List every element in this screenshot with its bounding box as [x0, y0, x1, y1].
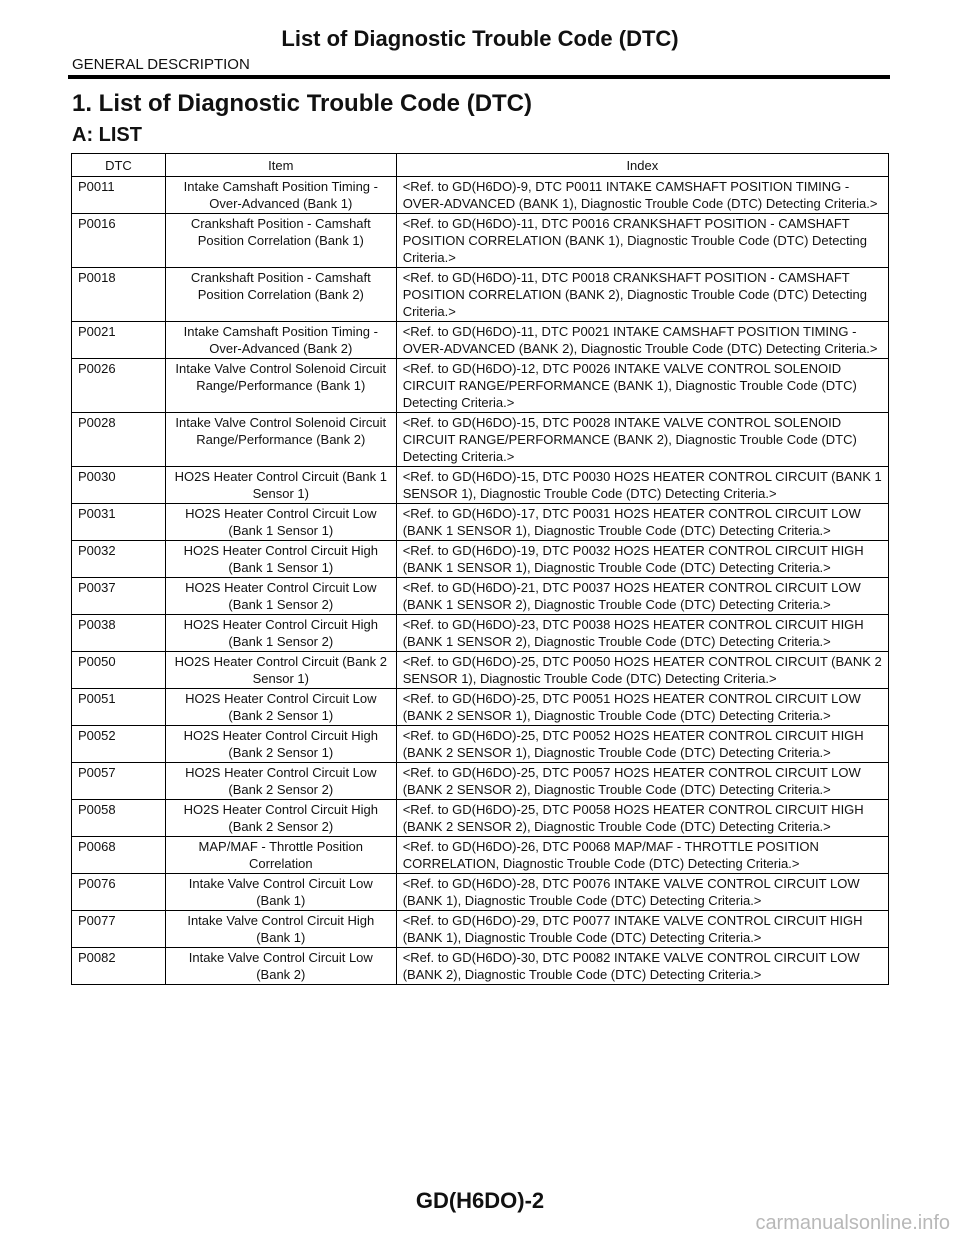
table-row	[72, 504, 889, 541]
index-cell: <Ref. to GD(H6DO)-11, DTC P0018 CRANKSHAFT POSITION - CAMSHAFT POSITION CORRELATION (BANK 2), Diagnostic Trouble Code (DTC) Detecting Criteria.>	[396, 268, 888, 322]
item-cell: HO2S Heater Control Circuit Low (Bank 1 Sensor 2)	[165, 578, 396, 615]
table-row	[72, 467, 889, 504]
index-cell: <Ref. to GD(H6DO)-29, DTC P0077 INTAKE VALVE CONTROL CIRCUIT HIGH (BANK 1), Diagnostic Trouble Code (DTC) Detecting Criteria.>	[396, 911, 888, 948]
dtc-cell: P0058	[72, 800, 166, 837]
item-cell: HO2S Heater Control Circuit Low (Bank 2 Sensor 1)	[165, 689, 396, 726]
dtc-cell: P0057	[72, 763, 166, 800]
index-cell: <Ref. to GD(H6DO)-25, DTC P0057 HO2S HEATER CONTROL CIRCUIT LOW (BANK 2 SENSOR 2), Diagnostic Trouble Code (DTC) Detecting Criteria.>	[396, 763, 888, 800]
subsection-title: A: LIST	[72, 124, 142, 146]
item-cell: Crankshaft Position - Camshaft Position Correlation (Bank 2)	[165, 268, 396, 322]
index-cell: <Ref. to GD(H6DO)-11, DTC P0021 INTAKE CAMSHAFT POSITION TIMING - OVER-ADVANCED (BANK 2), Diagnostic Trouble Code (DTC) Detecting Criteria.>	[396, 322, 888, 359]
table-row	[72, 413, 889, 467]
item-cell: HO2S Heater Control Circuit (Bank 2 Sensor 1)	[165, 652, 396, 689]
item-cell: HO2S Heater Control Circuit High (Bank 1 Sensor 1)	[165, 541, 396, 578]
dtc-cell: P0032	[72, 541, 166, 578]
table-row	[72, 652, 889, 689]
item-cell: Intake Valve Control Solenoid Circuit Range/Performance (Bank 1)	[165, 359, 396, 413]
dtc-cell: P0050	[72, 652, 166, 689]
dtc-cell: P0037	[72, 578, 166, 615]
index-cell: <Ref. to GD(H6DO)-19, DTC P0032 HO2S HEATER CONTROL CIRCUIT HIGH (BANK 1 SENSOR 1), Diagnostic Trouble Code (DTC) Detecting Criteria.>	[396, 541, 888, 578]
index-cell: <Ref. to GD(H6DO)-25, DTC P0052 HO2S HEATER CONTROL CIRCUIT HIGH (BANK 2 SENSOR 1), Diagnostic Trouble Code (DTC) Detecting Criteria.>	[396, 726, 888, 763]
table-row	[72, 800, 889, 837]
table-row	[72, 911, 889, 948]
item-cell: HO2S Heater Control Circuit Low (Bank 2 Sensor 2)	[165, 763, 396, 800]
item-cell: HO2S Heater Control Circuit High (Bank 2 Sensor 2)	[165, 800, 396, 837]
header-divider	[68, 75, 890, 79]
dtc-cell: P0031	[72, 504, 166, 541]
index-cell: <Ref. to GD(H6DO)-28, DTC P0076 INTAKE VALVE CONTROL CIRCUIT LOW (BANK 1), Diagnostic Trouble Code (DTC) Detecting Criteria.>	[396, 874, 888, 911]
dtc-cell: P0038	[72, 615, 166, 652]
index-cell: <Ref. to GD(H6DO)-17, DTC P0031 HO2S HEATER CONTROL CIRCUIT LOW (BANK 1 SENSOR 1), Diagnostic Trouble Code (DTC) Detecting Criteria.>	[396, 504, 888, 541]
item-cell: HO2S Heater Control Circuit (Bank 1 Sensor 1)	[165, 467, 396, 504]
item-cell: MAP/MAF - Throttle Position Correlation	[165, 837, 396, 874]
dtc-cell: P0030	[72, 467, 166, 504]
dtc-cell: P0016	[72, 214, 166, 268]
dtc-cell: P0076	[72, 874, 166, 911]
table-row	[72, 268, 889, 322]
index-cell: <Ref. to GD(H6DO)-25, DTC P0051 HO2S HEATER CONTROL CIRCUIT LOW (BANK 2 SENSOR 1), Diagnostic Trouble Code (DTC) Detecting Criteria.>	[396, 689, 888, 726]
item-cell: Intake Camshaft Position Timing - Over-Advanced (Bank 2)	[165, 322, 396, 359]
table-header-row	[72, 154, 889, 177]
index-cell: <Ref. to GD(H6DO)-25, DTC P0050 HO2S HEATER CONTROL CIRCUIT (BANK 2 SENSOR 1), Diagnostic Trouble Code (DTC) Detecting Criteria.>	[396, 652, 888, 689]
section-title: 1. List of Diagnostic Trouble Code (DTC)	[72, 90, 533, 117]
table-row	[72, 948, 889, 985]
item-cell: Intake Camshaft Position Timing - Over-Advanced (Bank 1)	[165, 177, 396, 214]
table-row	[72, 214, 889, 268]
table-body	[72, 177, 889, 985]
dtc-cell: P0021	[72, 322, 166, 359]
item-cell: Intake Valve Control Circuit High (Bank 1)	[165, 911, 396, 948]
column-header-item: Item	[165, 154, 396, 177]
page-header-title: List of Diagnostic Trouble Code (DTC)	[281, 26, 679, 51]
item-cell: Intake Valve Control Circuit Low (Bank 2)	[165, 948, 396, 985]
dtc-table	[71, 153, 889, 985]
dtc-cell: P0011	[72, 177, 166, 214]
item-cell: Crankshaft Position - Camshaft Position Correlation (Bank 1)	[165, 214, 396, 268]
item-cell: HO2S Heater Control Circuit High (Bank 1 Sensor 2)	[165, 615, 396, 652]
index-cell: <Ref. to GD(H6DO)-15, DTC P0028 INTAKE VALVE CONTROL SOLENOID CIRCUIT RANGE/PERFORMANCE (BANK 2), Diagnostic Trouble Code (DTC) Detecting Criteria.>	[396, 413, 888, 467]
dtc-cell: P0082	[72, 948, 166, 985]
item-cell: Intake Valve Control Solenoid Circuit Range/Performance (Bank 2)	[165, 413, 396, 467]
column-header-dtc: DTC	[72, 154, 166, 177]
index-cell: <Ref. to GD(H6DO)-15, DTC P0030 HO2S HEATER CONTROL CIRCUIT (BANK 1 SENSOR 1), Diagnostic Trouble Code (DTC) Detecting Criteria.>	[396, 467, 888, 504]
dtc-cell: P0018	[72, 268, 166, 322]
dtc-cell: P0052	[72, 726, 166, 763]
table-row	[72, 578, 889, 615]
table-row	[72, 874, 889, 911]
index-cell: <Ref. to GD(H6DO)-12, DTC P0026 INTAKE VALVE CONTROL SOLENOID CIRCUIT RANGE/PERFORMANCE (BANK 1), Diagnostic Trouble Code (DTC) Detecting Criteria.>	[396, 359, 888, 413]
index-cell: <Ref. to GD(H6DO)-21, DTC P0037 HO2S HEATER CONTROL CIRCUIT LOW (BANK 1 SENSOR 2), Diagnostic Trouble Code (DTC) Detecting Criteria.>	[396, 578, 888, 615]
table-row	[72, 837, 889, 874]
page-footer-id: GD(H6DO)-2	[415, 1188, 545, 1213]
index-cell: <Ref. to GD(H6DO)-30, DTC P0082 INTAKE VALVE CONTROL CIRCUIT LOW (BANK 2), Diagnostic Trouble Code (DTC) Detecting Criteria.>	[396, 948, 888, 985]
column-header-index: Index	[396, 154, 888, 177]
table-row	[72, 689, 889, 726]
dtc-cell: P0077	[72, 911, 166, 948]
table-row	[72, 763, 889, 800]
dtc-cell: P0028	[72, 413, 166, 467]
dtc-cell: P0068	[72, 837, 166, 874]
table-row	[72, 177, 889, 214]
table-row	[72, 322, 889, 359]
table-row	[72, 541, 889, 578]
index-cell: <Ref. to GD(H6DO)-26, DTC P0068 MAP/MAF - THROTTLE POSITION CORRELATION, Diagnostic Trouble Code (DTC) Detecting Criteria.>	[396, 837, 888, 874]
page-header-section: GENERAL DESCRIPTION	[72, 56, 250, 73]
table-row	[72, 359, 889, 413]
table-row	[72, 615, 889, 652]
dtc-cell: P0051	[72, 689, 166, 726]
watermark: carmanualsonline.info	[755, 1212, 950, 1234]
index-cell: <Ref. to GD(H6DO)-23, DTC P0038 HO2S HEATER CONTROL CIRCUIT HIGH (BANK 1 SENSOR 2), Diagnostic Trouble Code (DTC) Detecting Criteria.>	[396, 615, 888, 652]
index-cell: <Ref. to GD(H6DO)-25, DTC P0058 HO2S HEATER CONTROL CIRCUIT HIGH (BANK 2 SENSOR 2), Diagnostic Trouble Code (DTC) Detecting Criteria.>	[396, 800, 888, 837]
item-cell: HO2S Heater Control Circuit Low (Bank 1 Sensor 1)	[165, 504, 396, 541]
item-cell: Intake Valve Control Circuit Low (Bank 1)	[165, 874, 396, 911]
table-row	[72, 726, 889, 763]
index-cell: <Ref. to GD(H6DO)-11, DTC P0016 CRANKSHAFT POSITION - CAMSHAFT POSITION CORRELATION (BANK 1), Diagnostic Trouble Code (DTC) Detecting Criteria.>	[396, 214, 888, 268]
item-cell: HO2S Heater Control Circuit High (Bank 2 Sensor 1)	[165, 726, 396, 763]
index-cell: <Ref. to GD(H6DO)-9, DTC P0011 INTAKE CAMSHAFT POSITION TIMING - OVER-ADVANCED (BANK 1), Diagnostic Trouble Code (DTC) Detecting Criteria.>	[396, 177, 888, 214]
dtc-cell: P0026	[72, 359, 166, 413]
